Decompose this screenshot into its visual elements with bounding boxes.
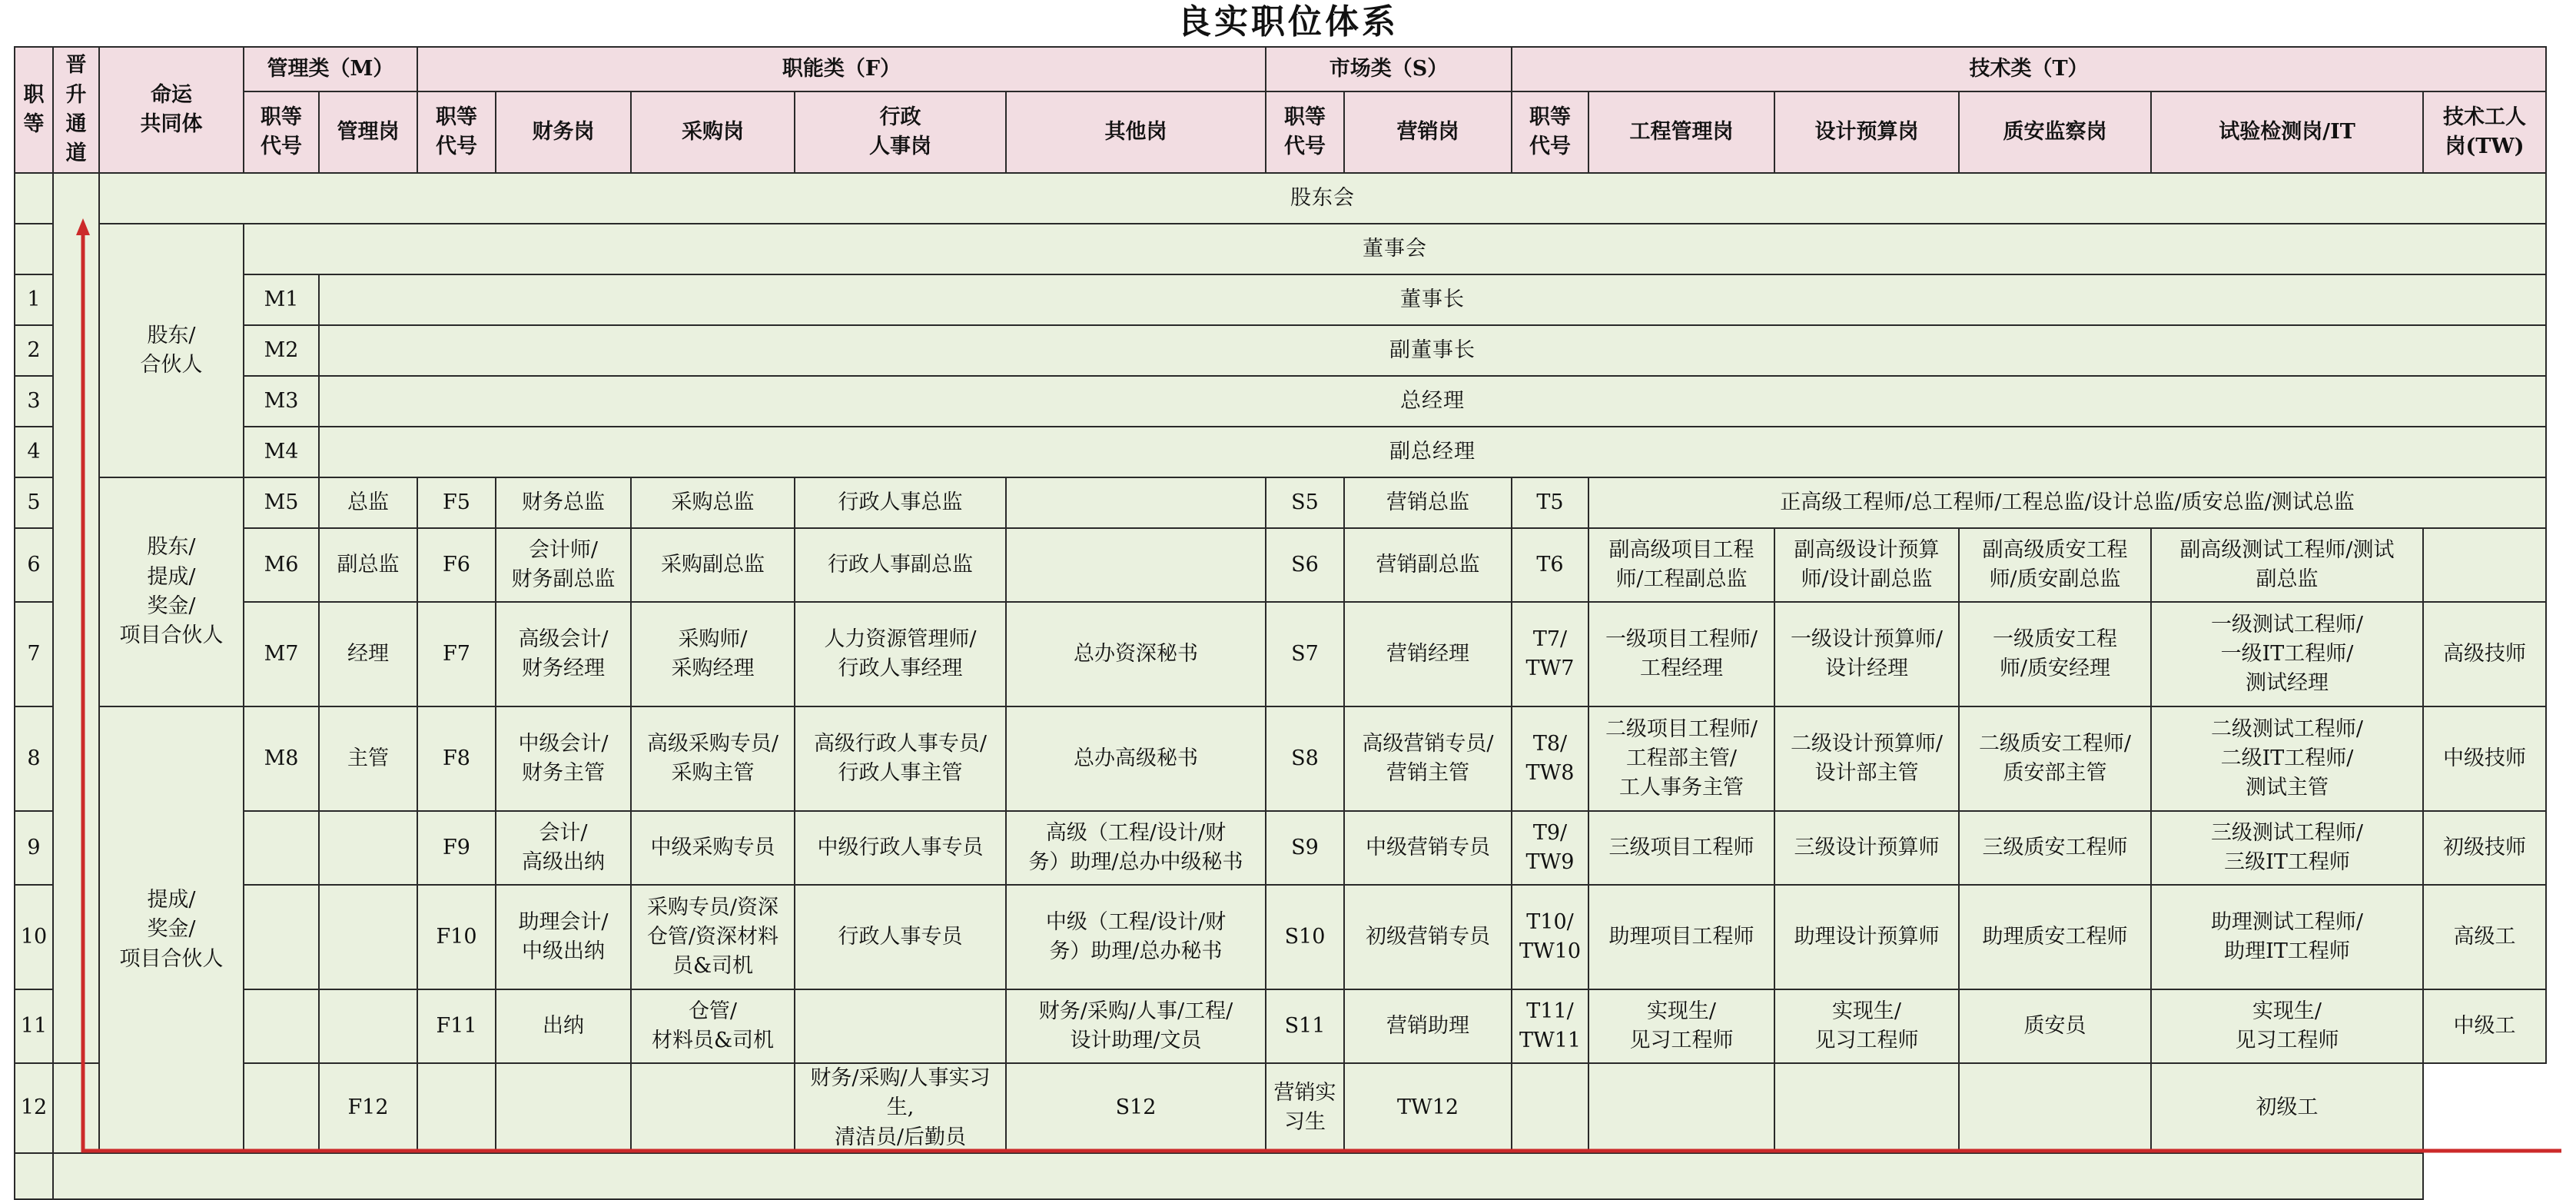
rank-cell: 12: [15, 1063, 53, 1153]
header-tech-worker: 技术工人 岗(TW): [2423, 91, 2546, 173]
f-code: F9: [417, 811, 496, 885]
t-code: TW12: [1344, 1063, 1512, 1153]
finance-post: 会计/ 高级出纳: [496, 811, 631, 885]
sales-post: 营销总监: [1344, 477, 1512, 528]
testing-it-post: 一级测试工程师/ 一级IT工程师/ 测试经理: [2151, 602, 2423, 706]
m-code: M5: [244, 477, 319, 528]
f-code: F8: [417, 706, 496, 811]
tech-worker-post: 中级工: [2423, 989, 2546, 1063]
design-post: 三级设计预算师: [1774, 811, 1959, 885]
purchase-post: 高级采购专员/ 采购主管: [631, 706, 795, 811]
quality-post: 助理质安工程师: [1959, 885, 2151, 989]
header-mgmt-post: 管理岗: [319, 91, 417, 173]
header-rank: 职 等: [15, 47, 53, 173]
purchase-post: 采购副总监: [631, 528, 795, 602]
header-f-code: 职等 代号: [417, 91, 496, 173]
tech-worker-post: 初级技师: [2423, 811, 2546, 885]
promotion-channel: [53, 173, 99, 1063]
mgmt-post: [319, 989, 417, 1063]
tech-worker-post: 高级工: [2423, 885, 2546, 989]
admin-hr-post: 行政人事总监: [795, 477, 1006, 528]
m-code: M4: [244, 427, 319, 477]
header-mgmt-class: 管理类（M）: [244, 47, 417, 91]
mgmt-post: 经理: [319, 602, 417, 706]
rank-cell: 10: [15, 885, 53, 989]
testing-it-post: 助理测试工程师/ 助理IT工程师: [2151, 885, 2423, 989]
s-code: S11: [1266, 989, 1344, 1063]
other-post: 总办高级秘书: [1006, 706, 1266, 811]
s-code: S9: [1266, 811, 1344, 885]
admin-hr-post: 中级行政人事专员: [795, 811, 1006, 885]
rank-cell: 4: [15, 427, 53, 477]
header-s-code: 职等 代号: [1266, 91, 1344, 173]
admin-hr-post: 行政人事副总监: [795, 528, 1006, 602]
eng-mgmt-post: [1512, 1063, 1588, 1153]
quality-post: 副高级质安工程 师/质安副总监: [1959, 528, 2151, 602]
f-code: F5: [417, 477, 496, 528]
header-tech-class: 技术类（T）: [1512, 47, 2546, 91]
other-post: [1006, 477, 1266, 528]
community-bonus-partners: 提成/ 奖金/ 项目合伙人: [99, 706, 244, 1153]
admin-hr-post: 高级行政人事专员/ 行政人事主管: [795, 706, 1006, 811]
finance-post: 财务总监: [496, 477, 631, 528]
eng-mgmt-post: 副高级项目工程 师/工程副总监: [1588, 528, 1774, 602]
rank-cell: 7: [15, 602, 53, 706]
admin-hr-post: [795, 989, 1006, 1063]
banner-vice-gm: 副总经理: [319, 427, 2546, 477]
header-m-code: 职等 代号: [244, 91, 319, 173]
header-sales: 营销岗: [1344, 91, 1512, 173]
header-quality: 质安监察岗: [1959, 91, 2151, 173]
m-code: [53, 1063, 99, 1153]
tech-worker-post: 高级技师: [2423, 602, 2546, 706]
purchase-post: 采购总监: [631, 477, 795, 528]
eng-mgmt-post: 三级项目工程师: [1588, 811, 1774, 885]
m-code: M8: [244, 706, 319, 811]
design-post: 二级设计预算师/ 设计部主管: [1774, 706, 1959, 811]
mgmt-post: [319, 885, 417, 989]
eng-mgmt-post: 助理项目工程师: [1588, 885, 1774, 989]
community-shareholder-bonus: 股东/ 提成/ 奖金/ 项目合伙人: [99, 477, 244, 706]
rank-cell: [15, 173, 53, 224]
header-admin-hr: 行政 人事岗: [795, 91, 1006, 173]
s-code: S7: [1266, 602, 1344, 706]
quality-post: 质安员: [1959, 989, 2151, 1063]
testing-it-post: 实现生/ 见习工程师: [2151, 989, 2423, 1063]
admin-hr-post: [631, 1063, 795, 1153]
finance-post: 中级会计/ 财务主管: [496, 706, 631, 811]
quality-post: 三级质安工程师: [1959, 811, 2151, 885]
finance-post: 会计师/ 财务副总监: [496, 528, 631, 602]
position-system-table: [14, 46, 2547, 1200]
rank-cell: 3: [15, 376, 53, 427]
t-code: T8/ TW8: [1512, 706, 1588, 811]
header-finance: 财务岗: [496, 91, 631, 173]
admin-hr-post: 行政人事专员: [795, 885, 1006, 989]
sales-post: 营销经理: [1344, 602, 1512, 706]
m-code: M6: [244, 528, 319, 602]
t-code: T6: [1512, 528, 1588, 602]
s-code: S8: [1266, 706, 1344, 811]
m-code: M1: [244, 274, 319, 325]
rank-cell: 1: [15, 274, 53, 325]
m-code: [244, 811, 319, 885]
mgmt-post: 副总监: [319, 528, 417, 602]
tech-worker-post: 中级技师: [2423, 706, 2546, 811]
header-design: 设计预算岗: [1774, 91, 1959, 173]
testing-it-post: [1959, 1063, 2151, 1153]
header-other: 其他岗: [1006, 91, 1266, 173]
other-post: 财务/采购/人事实习生, 清洁员/后勤员: [795, 1063, 1006, 1153]
t-code: T7/ TW7: [1512, 602, 1588, 706]
purchase-post: 中级采购专员: [631, 811, 795, 885]
page-title: 良实职位体系: [1177, 2, 1399, 42]
mgmt-post: 总监: [319, 477, 417, 528]
testing-it-post: 三级测试工程师/ 三级IT工程师: [2151, 811, 2423, 885]
community-partners: 股东/ 合伙人: [99, 224, 244, 477]
header-testing-it: 试验检测岗/IT: [2151, 91, 2423, 173]
finance-post: 助理会计/ 中级出纳: [496, 885, 631, 989]
m-code: [244, 989, 319, 1063]
header-t-code: 职等 代号: [1512, 91, 1588, 173]
s-code: S5: [1266, 477, 1344, 528]
finance-post: 出纳: [496, 989, 631, 1063]
banner-senior-engineers: 正高级工程师/总工程师/工程总监/设计总监/质安总监/测试总监: [1588, 477, 2546, 528]
f-code: F11: [417, 989, 496, 1063]
design-post: 实现生/ 见习工程师: [1774, 989, 1959, 1063]
rank-cell: 2: [15, 325, 53, 376]
s-code: S12: [1006, 1063, 1266, 1153]
eng-mgmt-post: 实现生/ 见习工程师: [1588, 989, 1774, 1063]
f-code: F7: [417, 602, 496, 706]
purchase-post: 采购师/ 采购经理: [631, 602, 795, 706]
design-post: 助理设计预算师: [1774, 885, 1959, 989]
sales-post: 营销实习生: [1266, 1063, 1344, 1153]
design-post: [1588, 1063, 1774, 1153]
sales-post: 中级营销专员: [1344, 811, 1512, 885]
sales-post: 营销副总监: [1344, 528, 1512, 602]
header-eng-mgmt: 工程管理岗: [1588, 91, 1774, 173]
other-post: 高级（工程/设计/财 务）助理/总办中级秘书: [1006, 811, 1266, 885]
eng-mgmt-post: 一级项目工程师/ 工程经理: [1588, 602, 1774, 706]
quality-post: [1774, 1063, 1959, 1153]
admin-hr-post: 人力资源管理师/ 行政人事经理: [795, 602, 1006, 706]
sales-post: 高级营销专员/ 营销主管: [1344, 706, 1512, 811]
rank-cell: 8: [15, 706, 53, 811]
header-func-class: 职能类（F）: [417, 47, 1266, 91]
bottom-band: [53, 1153, 2423, 1199]
other-post: 中级（工程/设计/财 务）助理/总办秘书: [1006, 885, 1266, 989]
rank-cell: 6: [15, 528, 53, 602]
other-post: [1006, 528, 1266, 602]
eng-mgmt-post: 二级项目工程师/ 工程部主管/ 工人事务主管: [1588, 706, 1774, 811]
f-code: F12: [319, 1063, 417, 1153]
banner-board: 董事会: [244, 224, 2546, 274]
other-post: 财务/采购/人事/工程/ 设计助理/文员: [1006, 989, 1266, 1063]
m-code: M3: [244, 376, 319, 427]
design-post: 副高级设计预算 师/设计副总监: [1774, 528, 1959, 602]
quality-post: 一级质安工程 师/质安经理: [1959, 602, 2151, 706]
header-community: 命运 共同体: [99, 47, 244, 173]
tech-worker-post: [2423, 528, 2546, 602]
design-post: 一级设计预算师/ 设计经理: [1774, 602, 1959, 706]
rank-cell: [15, 1153, 53, 1199]
sales-post: 营销助理: [1344, 989, 1512, 1063]
banner-vice-chairman: 副董事长: [319, 325, 2546, 376]
m-code: [244, 885, 319, 989]
m-code: M2: [244, 325, 319, 376]
f-code: F10: [417, 885, 496, 989]
banner-shareholders: 股东会: [99, 173, 2546, 224]
rank-cell: [15, 224, 53, 274]
tech-worker-post: 初级工: [2151, 1063, 2423, 1153]
t-code: T5: [1512, 477, 1588, 528]
mgmt-post: [244, 1063, 319, 1153]
finance-post: [417, 1063, 496, 1153]
purchase-post: [496, 1063, 631, 1153]
t-code: T10/ TW10: [1512, 885, 1588, 989]
finance-post: 高级会计/ 财务经理: [496, 602, 631, 706]
testing-it-post: 二级测试工程师/ 二级IT工程师/ 测试主管: [2151, 706, 2423, 811]
s-code: S6: [1266, 528, 1344, 602]
t-code: T9/ TW9: [1512, 811, 1588, 885]
m-code: M7: [244, 602, 319, 706]
purchase-post: 采购专员/资深 仓管/资深材料 员&司机: [631, 885, 795, 989]
s-code: S10: [1266, 885, 1344, 989]
t-code: T11/ TW11: [1512, 989, 1588, 1063]
rank-cell: 9: [15, 811, 53, 885]
rank-cell: 5: [15, 477, 53, 528]
header-market-class: 市场类（S）: [1266, 47, 1512, 91]
other-post: 总办资深秘书: [1006, 602, 1266, 706]
mgmt-post: 主管: [319, 706, 417, 811]
testing-it-post: 副高级测试工程师/测试 副总监: [2151, 528, 2423, 602]
mgmt-post: [319, 811, 417, 885]
banner-gm: 总经理: [319, 376, 2546, 427]
rank-cell: 11: [15, 989, 53, 1063]
quality-post: 二级质安工程师/ 质安部主管: [1959, 706, 2151, 811]
header-channel: 晋 升 通 道: [53, 47, 99, 173]
f-code: F6: [417, 528, 496, 602]
header-purchase: 采购岗: [631, 91, 795, 173]
sales-post: 初级营销专员: [1344, 885, 1512, 989]
banner-chairman: 董事长: [319, 274, 2546, 325]
purchase-post: 仓管/ 材料员&司机: [631, 989, 795, 1063]
